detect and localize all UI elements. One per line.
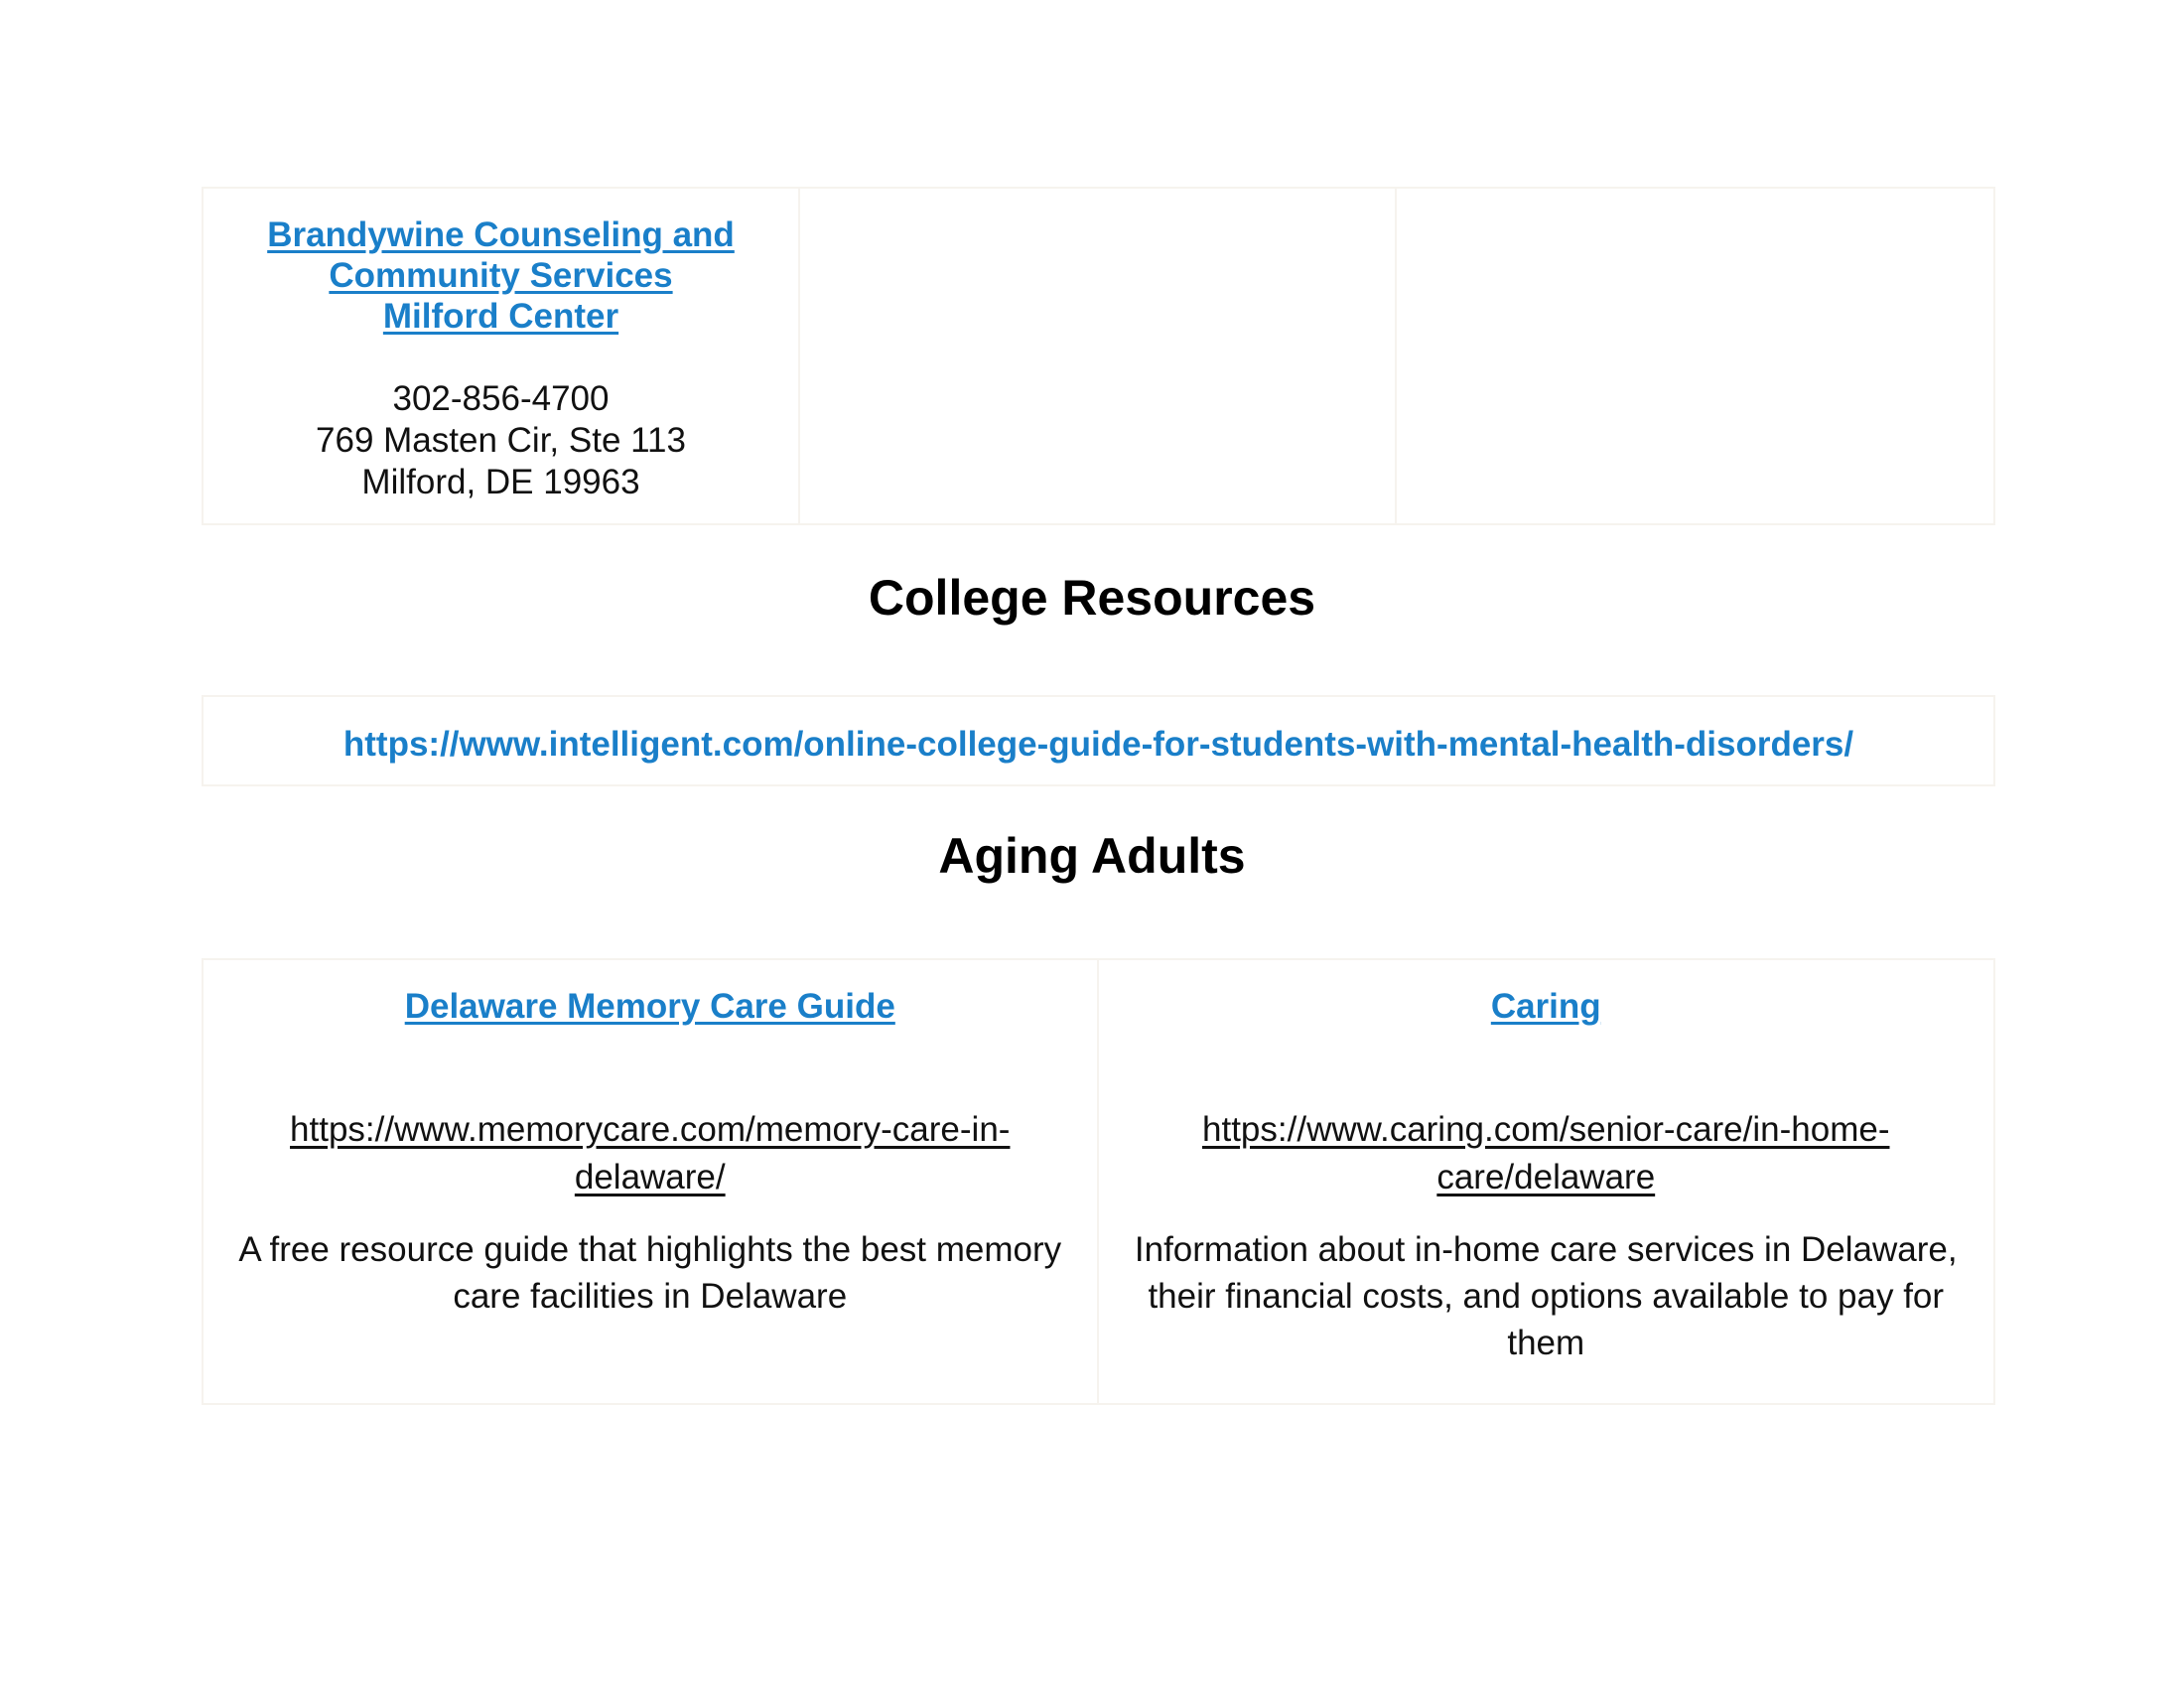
- spacer: [204, 337, 798, 378]
- provider-name-line[interactable]: Community Services: [329, 256, 673, 295]
- provider-name-link[interactable]: [204, 214, 798, 337]
- aging-adults-heading: Aging Adults: [938, 828, 1246, 884]
- memory-care-description: A free resource guide that highlights the best memory care facilities in Delaware: [238, 1230, 1062, 1316]
- memory-care-url-link[interactable]: https://www.memorycare.com/memory-care-in-delaware/: [290, 1110, 1011, 1196]
- provider-table: [202, 187, 1995, 525]
- provider-address-line1: 769 Masten Cir, Ste 113: [316, 421, 686, 460]
- caring-link[interactable]: Caring: [1490, 987, 1601, 1026]
- provider-name-line[interactable]: Milford Center: [382, 297, 619, 336]
- provider-cell: [204, 189, 800, 523]
- college-guide-link[interactable]: https://www.intelligent.com/online-college-guide-for-students-with-mental-health-disorders/: [342, 725, 1854, 764]
- provider-phone: 302-856-4700: [392, 379, 610, 418]
- empty-cell: [1397, 189, 1993, 523]
- caring-url-link[interactable]: https://www.caring.com/senior-care/in-home-care/delaware: [1202, 1110, 1890, 1196]
- college-resources-heading: College Resources: [868, 570, 1316, 626]
- provider-name-line[interactable]: Brandywine Counseling and: [267, 215, 735, 254]
- aging-table: [202, 958, 1995, 1405]
- memory-care-guide-link[interactable]: Delaware Memory Care Guide: [404, 987, 895, 1026]
- college-table: [202, 695, 1995, 786]
- college-cell: [204, 697, 1993, 784]
- provider-address-line2: Milford, DE 19963: [361, 463, 640, 501]
- empty-cell: [800, 189, 1397, 523]
- aging-resource-cell: [204, 960, 1099, 1403]
- aging-resource-cell: [1099, 960, 1994, 1403]
- caring-description: Information about in-home care services in Delaware, their financial costs, and options available to pay for them: [1134, 1230, 1958, 1362]
